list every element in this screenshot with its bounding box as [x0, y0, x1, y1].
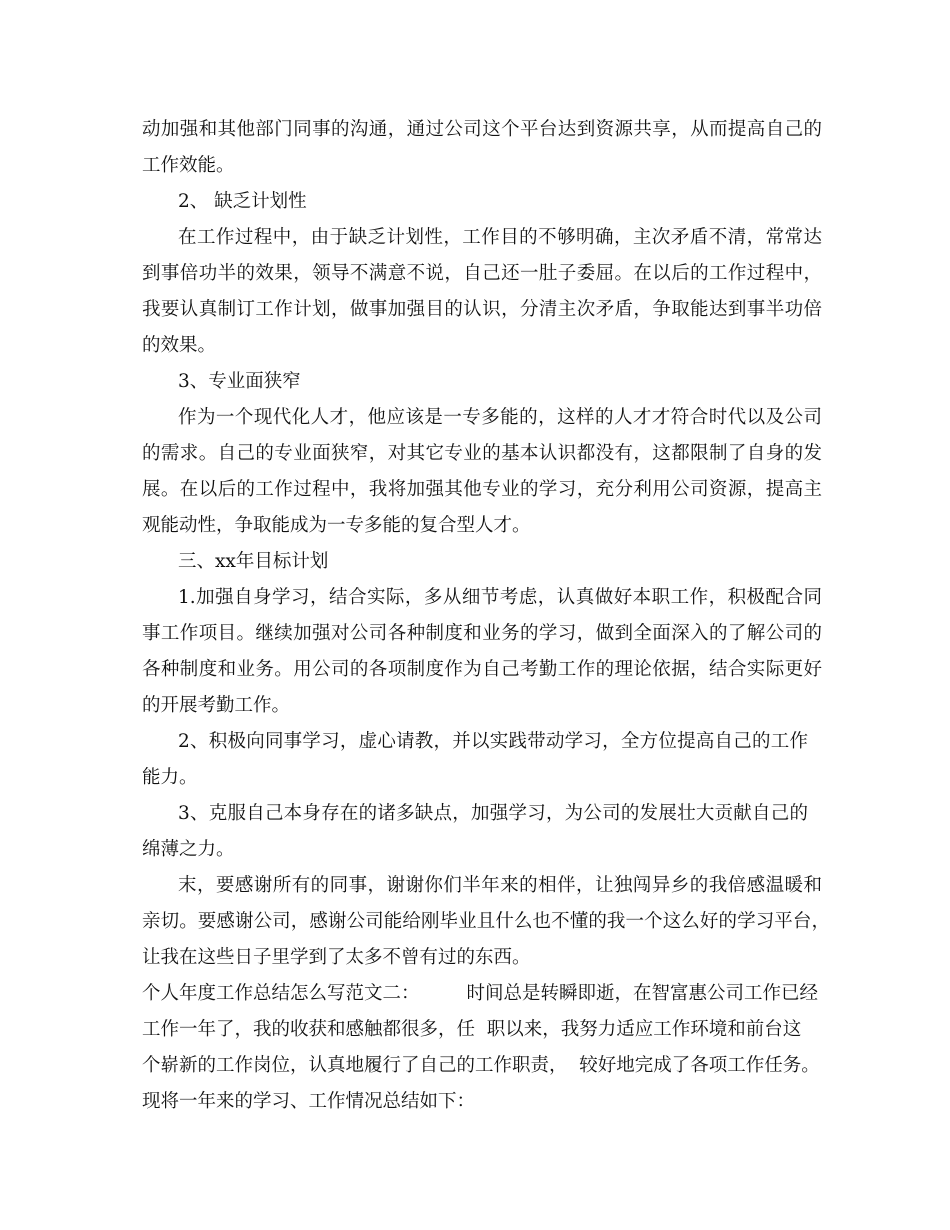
paragraph-line: 动加强和其他部门同事的沟通，通过公司这个平台达到资源共享，从而提高自己的 [142, 119, 822, 140]
paragraph-line: 能力。 [142, 767, 198, 788]
paragraph-line: 展。在以后的工作过程中，我将加强其他专业的学习，充分利用公司资源，提高主 [142, 479, 822, 500]
paragraph-line: 到事倍功半的效果，领导不满意不说，自己还一肚子委屈。在以后的工作过程中， [142, 263, 822, 284]
paragraph-line: 2、积极向同事学习，虚心请教，并以实践带动学习，全方位提高自己的工作 [178, 731, 808, 752]
section-title-line: 个人年度工作总结怎么写范文二： 时间总是转瞬即逝，在智富惠公司工作已经 [142, 983, 819, 1004]
paragraph-line: 让我在这些日子里学到了太多不曾有过的东西。 [142, 947, 531, 968]
paragraph-line: 在工作过程中，由于缺乏计划性，工作目的不够明确，主次矛盾不清，常常达 [178, 227, 822, 248]
paragraph-line: 的开展考勤工作。 [142, 695, 291, 716]
paragraph-line: 我要认真制订工作计划，做事加强目的认识，分清主次矛盾，争取能达到事半功倍 [142, 299, 822, 320]
paragraph-line: 工作一年了，我的收获和感触都很多，任 职以来，我努力适应工作环境和前台这 [142, 1019, 802, 1040]
section-heading: 2、 缺乏计划性 [178, 191, 307, 212]
paragraph-line: 亲切。要感谢公司，感谢公司能给刚毕业且什么也不懂的我一个这么好的学习平台， [142, 911, 830, 932]
paragraph-line: 的需求。自己的专业面狭窄，对其它专业的基本认识都没有，这都限制了自身的发 [142, 443, 822, 464]
paragraph-line: 观能动性，争取能成为一专多能的复合型人才。 [142, 515, 531, 536]
paragraph-line: 末，要感谢所有的同事，谢谢你们半年来的相伴，让独闯异乡的我倍感温暖和 [178, 875, 822, 896]
paragraph-line: 现将一年来的学习、工作情况总结如下： [142, 1091, 476, 1112]
paragraph-line: 事工作项目。继续加强对公司各种制度和业务的学习，做到全面深入的了解公司的 [142, 623, 822, 644]
paragraph-line: 的效果。 [142, 335, 217, 356]
paragraph-line: 作为一个现代化人才，他应该是一专多能的，这样的人才才符合时代以及公司 [178, 407, 822, 428]
paragraph-line: 1.加强自身学习，结合实际，多从细节考虑，认真做好本职工作，积极配合同 [178, 587, 822, 608]
paragraph-line: 绵薄之力。 [142, 839, 235, 860]
paragraph-line: 各种制度和业务。用公司的各项制度作为自己考勤工作的理论依据，结合实际更好 [142, 659, 822, 680]
paragraph-line: 工作效能。 [142, 155, 235, 176]
paragraph-line: 个崭新的工作岗位，认真地履行了自己的工作职责， 较好地完成了各项工作任务。 [142, 1055, 820, 1076]
section-heading: 三、xx年目标计划 [178, 551, 329, 572]
section-heading: 3、专业面狭窄 [178, 371, 301, 392]
paragraph-line: 3、克服自己本身存在的诸多缺点，加强学习，为公司的发展壮大贡献自己的 [178, 803, 808, 824]
